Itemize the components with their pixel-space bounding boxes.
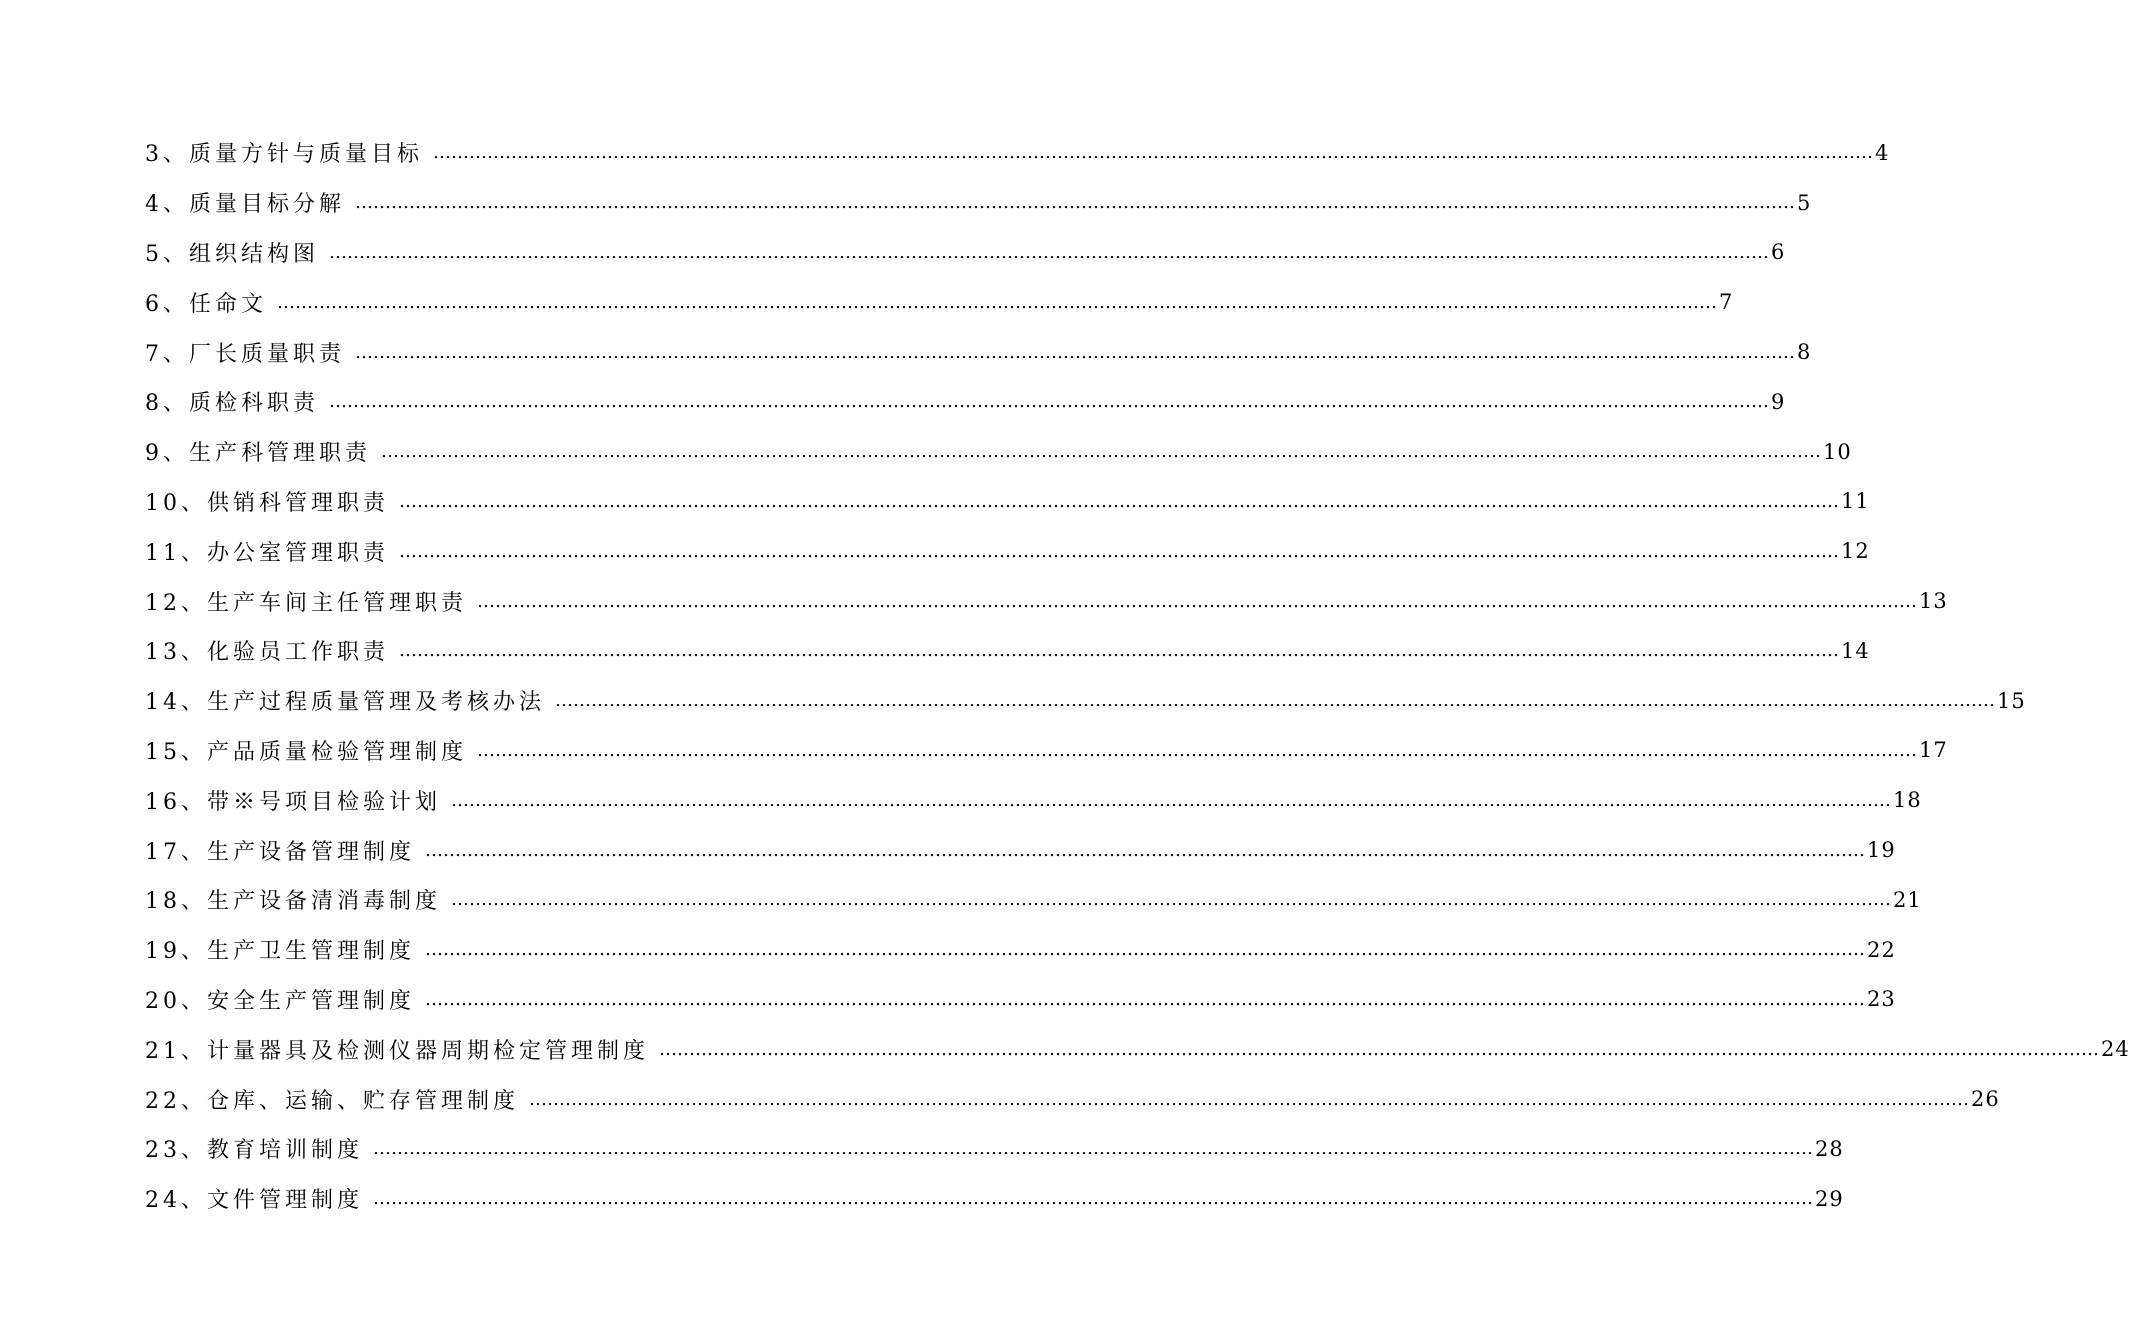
toc-entry[interactable]: [145, 775, 1922, 825]
toc-entry-page: 24: [2101, 1037, 2130, 1062]
toc-dot-leader: ……………………………………………………………………………………………………………………………………………………………………………………………………………………: [555, 690, 1995, 712]
toc-entry-title: 10、供销科管理职责: [145, 490, 389, 516]
toc-entry[interactable]: [145, 1024, 2130, 1074]
toc-entry[interactable]: [145, 626, 1870, 676]
toc-entry-title: 3、质量方针与质量目标: [145, 142, 423, 168]
toc-entry-title: 21、计量器具及检测仪器周期检定管理制度: [145, 1038, 649, 1064]
toc-entry-title: 7、厂长质量职责: [145, 341, 345, 367]
toc-dot-leader: ……………………………………………………………………………………………………………………………………………………………………………………………………………………: [425, 988, 1865, 1010]
toc-entry-title: 20、安全生产管理制度: [145, 988, 415, 1014]
toc-entry[interactable]: [145, 726, 1948, 776]
toc-entry-title: 18、生产设备清消毒制度: [145, 889, 441, 915]
toc-entry-page: 18: [1893, 788, 1922, 813]
toc-entry[interactable]: [145, 377, 1786, 427]
toc-entry-page: 21: [1893, 887, 1922, 912]
toc-dot-leader: ……………………………………………………………………………………………………………………………………………………………………………………………………………………: [381, 441, 1821, 463]
toc-entry-page: 13: [1919, 589, 1948, 614]
table-of-contents: [145, 128, 2130, 1224]
toc-dot-leader: ……………………………………………………………………………………………………………………………………………………………………………………………………………………: [277, 291, 1717, 313]
toc-entry-title: 24、文件管理制度: [145, 1188, 363, 1214]
toc-dot-leader: ……………………………………………………………………………………………………………………………………………………………………………………………………………………: [373, 1138, 1813, 1160]
toc-entry-title: 16、带※号项目检验计划: [145, 789, 441, 815]
toc-entry-title: 15、产品质量检验管理制度: [145, 739, 467, 765]
toc-dot-leader: ……………………………………………………………………………………………………………………………………………………………………………………………………………………: [529, 1088, 1969, 1110]
toc-entry-title: 19、生产卫生管理制度: [145, 939, 415, 965]
toc-dot-leader: ……………………………………………………………………………………………………………………………………………………………………………………………………………………: [399, 540, 1839, 562]
toc-entry-title: 12、生产车间主任管理职责: [145, 590, 467, 616]
toc-entry[interactable]: [145, 427, 1852, 477]
toc-entry[interactable]: [145, 178, 1812, 228]
toc-dot-leader: ……………………………………………………………………………………………………………………………………………………………………………………………………………………: [355, 341, 1795, 363]
toc-entry-page: 28: [1815, 1136, 1844, 1161]
toc-entry-page: 15: [1997, 688, 2026, 713]
toc-entry-title: 4、质量目标分解: [145, 192, 345, 218]
toc-entry-title: 17、生产设备管理制度: [145, 839, 415, 865]
toc-entry[interactable]: [145, 327, 1812, 377]
toc-entry[interactable]: [145, 1124, 1844, 1174]
toc-dot-leader: ……………………………………………………………………………………………………………………………………………………………………………………………………………………: [329, 241, 1769, 263]
toc-dot-leader: ……………………………………………………………………………………………………………………………………………………………………………………………………………………: [373, 1188, 1813, 1210]
toc-entry-title: 13、化验员工作职责: [145, 640, 389, 666]
toc-entry-title: 23、教育培训制度: [145, 1138, 363, 1164]
toc-entry-page: 5: [1797, 190, 1812, 215]
toc-entry[interactable]: [145, 277, 1734, 327]
toc-dot-leader: ……………………………………………………………………………………………………………………………………………………………………………………………………………………: [329, 391, 1769, 413]
toc-entry-title: 11、办公室管理职责: [145, 540, 389, 566]
toc-entry-page: 9: [1771, 389, 1786, 414]
toc-dot-leader: ……………………………………………………………………………………………………………………………………………………………………………………………………………………: [425, 839, 1865, 861]
toc-entry-title: 22、仓库、运输、贮存管理制度: [145, 1088, 519, 1114]
toc-entry-page: 4: [1875, 140, 1890, 165]
toc-entry-title: 6、任命文: [145, 291, 267, 317]
toc-entry[interactable]: [145, 1074, 2000, 1124]
toc-entry[interactable]: [145, 576, 1948, 626]
toc-dot-leader: ……………………………………………………………………………………………………………………………………………………………………………………………………………………: [477, 739, 1917, 761]
toc-entry-page: 23: [1867, 987, 1896, 1012]
toc-entry-page: 10: [1823, 439, 1852, 464]
toc-entry[interactable]: [145, 825, 1896, 875]
toc-dot-leader: ……………………………………………………………………………………………………………………………………………………………………………………………………………………: [477, 590, 1917, 612]
toc-entry-title: 5、组织结构图: [145, 241, 319, 267]
toc-entry[interactable]: [145, 875, 1922, 925]
toc-entry-title: 14、生产过程质量管理及考核办法: [145, 690, 545, 716]
toc-dot-leader: ……………………………………………………………………………………………………………………………………………………………………………………………………………………: [399, 640, 1839, 662]
toc-dot-leader: ……………………………………………………………………………………………………………………………………………………………………………………………………………………: [659, 1038, 2099, 1060]
toc-entry[interactable]: [145, 975, 1896, 1025]
toc-entry[interactable]: [145, 676, 2026, 726]
toc-entry-title: 9、生产科管理职责: [145, 441, 371, 467]
toc-entry[interactable]: [145, 526, 1870, 576]
toc-entry-title: 8、质检科职责: [145, 391, 319, 417]
toc-entry-page: 22: [1867, 937, 1896, 962]
toc-entry[interactable]: [145, 1174, 1844, 1224]
toc-entry[interactable]: [145, 477, 1870, 527]
toc-dot-leader: ……………………………………………………………………………………………………………………………………………………………………………………………………………………: [433, 142, 1873, 164]
toc-dot-leader: ……………………………………………………………………………………………………………………………………………………………………………………………………………………: [355, 192, 1795, 214]
toc-entry-page: 19: [1867, 838, 1896, 863]
toc-entry-page: 11: [1841, 489, 1870, 514]
toc-dot-leader: ……………………………………………………………………………………………………………………………………………………………………………………………………………………: [399, 490, 1839, 512]
toc-entry[interactable]: [145, 925, 1896, 975]
toc-entry[interactable]: [145, 128, 1890, 178]
toc-dot-leader: ……………………………………………………………………………………………………………………………………………………………………………………………………………………: [451, 889, 1891, 911]
toc-entry-page: 12: [1841, 539, 1870, 564]
toc-entry-page: 26: [1971, 1087, 2000, 1112]
toc-entry-page: 7: [1719, 290, 1734, 315]
toc-dot-leader: ……………………………………………………………………………………………………………………………………………………………………………………………………………………: [425, 939, 1865, 961]
toc-entry[interactable]: [145, 228, 1786, 278]
toc-entry-page: 6: [1771, 240, 1786, 265]
toc-dot-leader: ……………………………………………………………………………………………………………………………………………………………………………………………………………………: [451, 789, 1891, 811]
toc-entry-page: 29: [1815, 1186, 1844, 1211]
toc-entry-page: 8: [1797, 340, 1812, 365]
toc-entry-page: 14: [1841, 638, 1870, 663]
toc-entry-page: 17: [1919, 738, 1948, 763]
